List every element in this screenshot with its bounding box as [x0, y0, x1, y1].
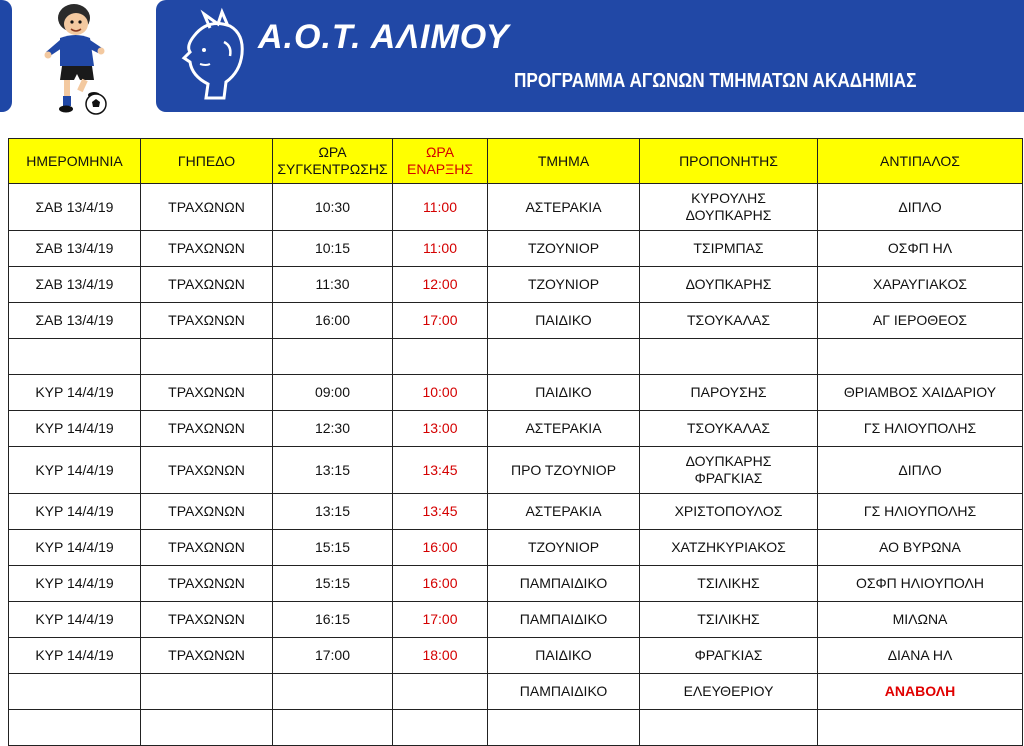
- cell-date: ΚΥΡ 14/4/19: [9, 602, 141, 638]
- col-header-gather-time: [273, 139, 393, 184]
- table-row: [9, 231, 1023, 267]
- cell-coach-line1: ΚΥΡΟΥΛΗΣ: [691, 190, 766, 206]
- cell-start-time: 11:00: [393, 231, 488, 267]
- cell-coach-line1: ΤΣΟΥΚΑΛΑΣ: [686, 420, 770, 436]
- cell-opponent: ΓΣ ΗΛΙΟΥΠΟΛΗΣ: [818, 411, 1023, 447]
- cell-date: ΣΑΒ 13/4/19: [9, 267, 141, 303]
- cell-team: ΑΣΤΕΡΑΚΙΑ: [488, 411, 640, 447]
- cell-opponent: ΔΙΠΛΟ: [818, 447, 1023, 494]
- left-accent-strip: [0, 0, 12, 112]
- cell-team: [488, 710, 640, 746]
- cell-coach-line2: ΔΟΥΠΚΑΡΗΣ: [685, 207, 772, 223]
- table-row: [9, 566, 1023, 602]
- cell-coach-line1: ΤΣΟΥΚΑΛΑΣ: [686, 312, 770, 328]
- col-header-start-line2: ΕΝΑΡΞΗΣ: [407, 161, 473, 177]
- cell-date: [9, 674, 141, 710]
- table-row: [9, 674, 1023, 710]
- cell-coach-line1: ΔΟΥΠΚΑΡΗΣ: [685, 276, 772, 292]
- table-row: [9, 710, 1023, 746]
- cell-gather-time: 17:00: [273, 638, 393, 674]
- cell-coach: [640, 566, 818, 602]
- cell-venue: ΤΡΑΧΩΝΩΝ: [141, 184, 273, 231]
- cell-coach-line1: ΕΛΕΥΘΕΡΙΟΥ: [683, 683, 774, 699]
- table-header-row: [9, 139, 1023, 184]
- cell-team: [488, 339, 640, 375]
- cell-start-time: 17:00: [393, 303, 488, 339]
- col-header-team: ΤΜΗΜΑ: [488, 139, 640, 184]
- cell-venue: ΤΡΑΧΩΝΩΝ: [141, 303, 273, 339]
- cell-coach: [640, 339, 818, 375]
- cell-coach: [640, 303, 818, 339]
- cell-opponent: ΘΡΙΑΜΒΟΣ ΧΑΙΔΑΡΙΟΥ: [818, 375, 1023, 411]
- cell-start-time: 16:00: [393, 530, 488, 566]
- col-header-start-line1: ΩΡΑ: [425, 144, 455, 160]
- cell-venue: ΤΡΑΧΩΝΩΝ: [141, 566, 273, 602]
- cell-team: ΤΖΟΥΝΙΟΡ: [488, 530, 640, 566]
- cell-start-time: 13:00: [393, 411, 488, 447]
- cell-venue: ΤΡΑΧΩΝΩΝ: [141, 231, 273, 267]
- cell-opponent: ΜΙΛΩΝΑ: [818, 602, 1023, 638]
- cell-start-time: 18:00: [393, 638, 488, 674]
- cell-date: ΚΥΡ 14/4/19: [9, 494, 141, 530]
- club-name: Α.Ο.Τ. ΑΛΙΜΟΥ: [258, 18, 510, 56]
- table-row: [9, 530, 1023, 566]
- cell-coach: [640, 710, 818, 746]
- table-row: [9, 339, 1023, 375]
- cell-coach-line1: ΔΟΥΠΚΑΡΗΣ: [685, 453, 772, 469]
- cell-gather-time: 10:15: [273, 231, 393, 267]
- cell-venue: ΤΡΑΧΩΝΩΝ: [141, 530, 273, 566]
- cell-start-time: 17:00: [393, 602, 488, 638]
- cell-coach-line1: ΠΑΡΟΥΣΗΣ: [690, 384, 767, 400]
- cell-team: ΤΖΟΥΝΙΟΡ: [488, 231, 640, 267]
- cell-opponent: ΑΝΑΒΟΛΗ: [818, 674, 1023, 710]
- table-row: [9, 411, 1023, 447]
- cell-gather-time: 15:15: [273, 530, 393, 566]
- col-header-start-time: [393, 139, 488, 184]
- cell-venue: [141, 710, 273, 746]
- cell-coach: [640, 231, 818, 267]
- cell-start-time: 13:45: [393, 447, 488, 494]
- cell-coach-line1: ΤΣΙΡΜΠΑΣ: [693, 240, 764, 256]
- cell-date: ΚΥΡ 14/4/19: [9, 447, 141, 494]
- table-row: [9, 602, 1023, 638]
- cell-opponent: ΟΣΦΠ ΗΛΙΟΥΠΟΛΗ: [818, 566, 1023, 602]
- cell-gather-time: [273, 674, 393, 710]
- table-row: [9, 267, 1023, 303]
- cell-start-time: 12:00: [393, 267, 488, 303]
- cell-gather-time: [273, 710, 393, 746]
- cell-start-time: 10:00: [393, 375, 488, 411]
- cell-team: ΑΣΤΕΡΑΚΙΑ: [488, 494, 640, 530]
- cell-date: ΣΑΒ 13/4/19: [9, 231, 141, 267]
- cell-opponent: ΧΑΡΑΥΓΙΑΚΟΣ: [818, 267, 1023, 303]
- cell-venue: ΤΡΑΧΩΝΩΝ: [141, 411, 273, 447]
- cell-team: ΤΖΟΥΝΙΟΡ: [488, 267, 640, 303]
- cell-gather-time: 09:00: [273, 375, 393, 411]
- cell-gather-time: 12:30: [273, 411, 393, 447]
- cell-coach: [640, 184, 818, 231]
- cell-start-time: [393, 674, 488, 710]
- cell-coach: [640, 674, 818, 710]
- table-row: [9, 375, 1023, 411]
- cell-start-time: 13:45: [393, 494, 488, 530]
- cell-venue: [141, 339, 273, 375]
- cell-coach: [640, 602, 818, 638]
- cell-team: ΠΑΜΠΑΙΔΙΚΟ: [488, 566, 640, 602]
- cell-team: ΠΑΙΔΙΚΟ: [488, 638, 640, 674]
- cell-team: ΠΑΙΔΙΚΟ: [488, 375, 640, 411]
- table-row: [9, 494, 1023, 530]
- cell-team: ΠΑΙΔΙΚΟ: [488, 303, 640, 339]
- cell-opponent: ΑΟ ΒΥΡΩΝΑ: [818, 530, 1023, 566]
- cell-coach: [640, 267, 818, 303]
- col-header-gather-line1: ΩΡΑ: [318, 144, 347, 160]
- match-schedule-table: [8, 138, 1023, 746]
- cell-coach: [640, 530, 818, 566]
- cell-start-time: [393, 339, 488, 375]
- cell-coach-line1: ΤΣΙΛΙΚΗΣ: [697, 575, 760, 591]
- table-row: [9, 638, 1023, 674]
- col-header-venue: ΓΗΠΕΔΟ: [141, 139, 273, 184]
- col-header-gather-line2: ΣΥΓΚΕΝΤΡΩΣΗΣ: [277, 161, 388, 177]
- cell-opponent: ΑΓ ΙΕΡΟΘΕΟΣ: [818, 303, 1023, 339]
- cell-coach: [640, 638, 818, 674]
- cell-date: ΚΥΡ 14/4/19: [9, 638, 141, 674]
- cell-coach-line1: ΧΡΙΣΤΟΠΟΥΛΟΣ: [674, 503, 783, 519]
- cell-gather-time: 11:30: [273, 267, 393, 303]
- cell-date: ΚΥΡ 14/4/19: [9, 566, 141, 602]
- cell-coach-line1: ΦΡΑΓΚΙΑΣ: [694, 647, 763, 663]
- col-header-date: ΗΜΕΡΟΜΗΝΙΑ: [9, 139, 141, 184]
- cell-coach: [640, 375, 818, 411]
- cell-date: ΚΥΡ 14/4/19: [9, 375, 141, 411]
- cell-opponent: ΔΙΠΛΟ: [818, 184, 1023, 231]
- cell-team: ΠΑΜΠΑΙΔΙΚΟ: [488, 602, 640, 638]
- cell-start-time: 16:00: [393, 566, 488, 602]
- table-row: [9, 303, 1023, 339]
- cell-date: ΣΑΒ 13/4/19: [9, 184, 141, 231]
- cell-gather-time: 13:15: [273, 494, 393, 530]
- cell-date: ΚΥΡ 14/4/19: [9, 530, 141, 566]
- page-title: ΠΡΟΓΡΑΜΜΑ ΑΓΩΝΩΝ ΤΜΗΜΑΤΩΝ ΑΚΑΔΗΜΙΑΣ: [514, 70, 917, 92]
- cell-venue: ΤΡΑΧΩΝΩΝ: [141, 494, 273, 530]
- cell-venue: ΤΡΑΧΩΝΩΝ: [141, 602, 273, 638]
- cell-gather-time: [273, 339, 393, 375]
- cell-start-time: [393, 710, 488, 746]
- cell-venue: ΤΡΑΧΩΝΩΝ: [141, 638, 273, 674]
- cell-date: ΣΑΒ 13/4/19: [9, 303, 141, 339]
- table-row: [9, 184, 1023, 231]
- cell-venue: ΤΡΑΧΩΝΩΝ: [141, 267, 273, 303]
- cell-date: ΚΥΡ 14/4/19: [9, 411, 141, 447]
- cell-coach-line2: ΦΡΑΓΚΙΑΣ: [694, 470, 763, 486]
- cell-coach-line1: ΤΣΙΛΙΚΗΣ: [697, 611, 760, 627]
- cell-venue: ΤΡΑΧΩΝΩΝ: [141, 375, 273, 411]
- cell-coach: [640, 447, 818, 494]
- cell-opponent: [818, 710, 1023, 746]
- cell-start-time: 11:00: [393, 184, 488, 231]
- cell-opponent: [818, 339, 1023, 375]
- col-header-opponent: ΑΝΤΙΠΑΛΟΣ: [818, 139, 1023, 184]
- cell-gather-time: 16:15: [273, 602, 393, 638]
- cell-gather-time: 15:15: [273, 566, 393, 602]
- cell-venue: ΤΡΑΧΩΝΩΝ: [141, 447, 273, 494]
- cell-team: ΠΡΟ ΤΖΟΥΝΙΟΡ: [488, 447, 640, 494]
- cell-date: [9, 339, 141, 375]
- cell-opponent: ΓΣ ΗΛΙΟΥΠΟΛΗΣ: [818, 494, 1023, 530]
- hermes-head-logo-icon: [164, 6, 264, 110]
- cell-coach: [640, 494, 818, 530]
- cell-venue: [141, 674, 273, 710]
- cell-team: ΑΣΤΕΡΑΚΙΑ: [488, 184, 640, 231]
- header-banner: [156, 0, 1024, 112]
- cell-opponent: ΔΙΑΝΑ ΗΛ: [818, 638, 1023, 674]
- soccer-kid-mascot-icon: [24, 0, 124, 118]
- cell-opponent: ΟΣΦΠ ΗΛ: [818, 231, 1023, 267]
- table-row: [9, 447, 1023, 494]
- cell-gather-time: 10:30: [273, 184, 393, 231]
- col-header-coach: ΠΡΟΠΟΝΗΤΗΣ: [640, 139, 818, 184]
- cell-date: [9, 710, 141, 746]
- cell-coach-line1: ΧΑΤΖΗΚΥΡΙΑΚΟΣ: [671, 539, 786, 555]
- cell-gather-time: 13:15: [273, 447, 393, 494]
- cell-gather-time: 16:00: [273, 303, 393, 339]
- cell-team: ΠΑΜΠΑΙΔΙΚΟ: [488, 674, 640, 710]
- cell-coach: [640, 411, 818, 447]
